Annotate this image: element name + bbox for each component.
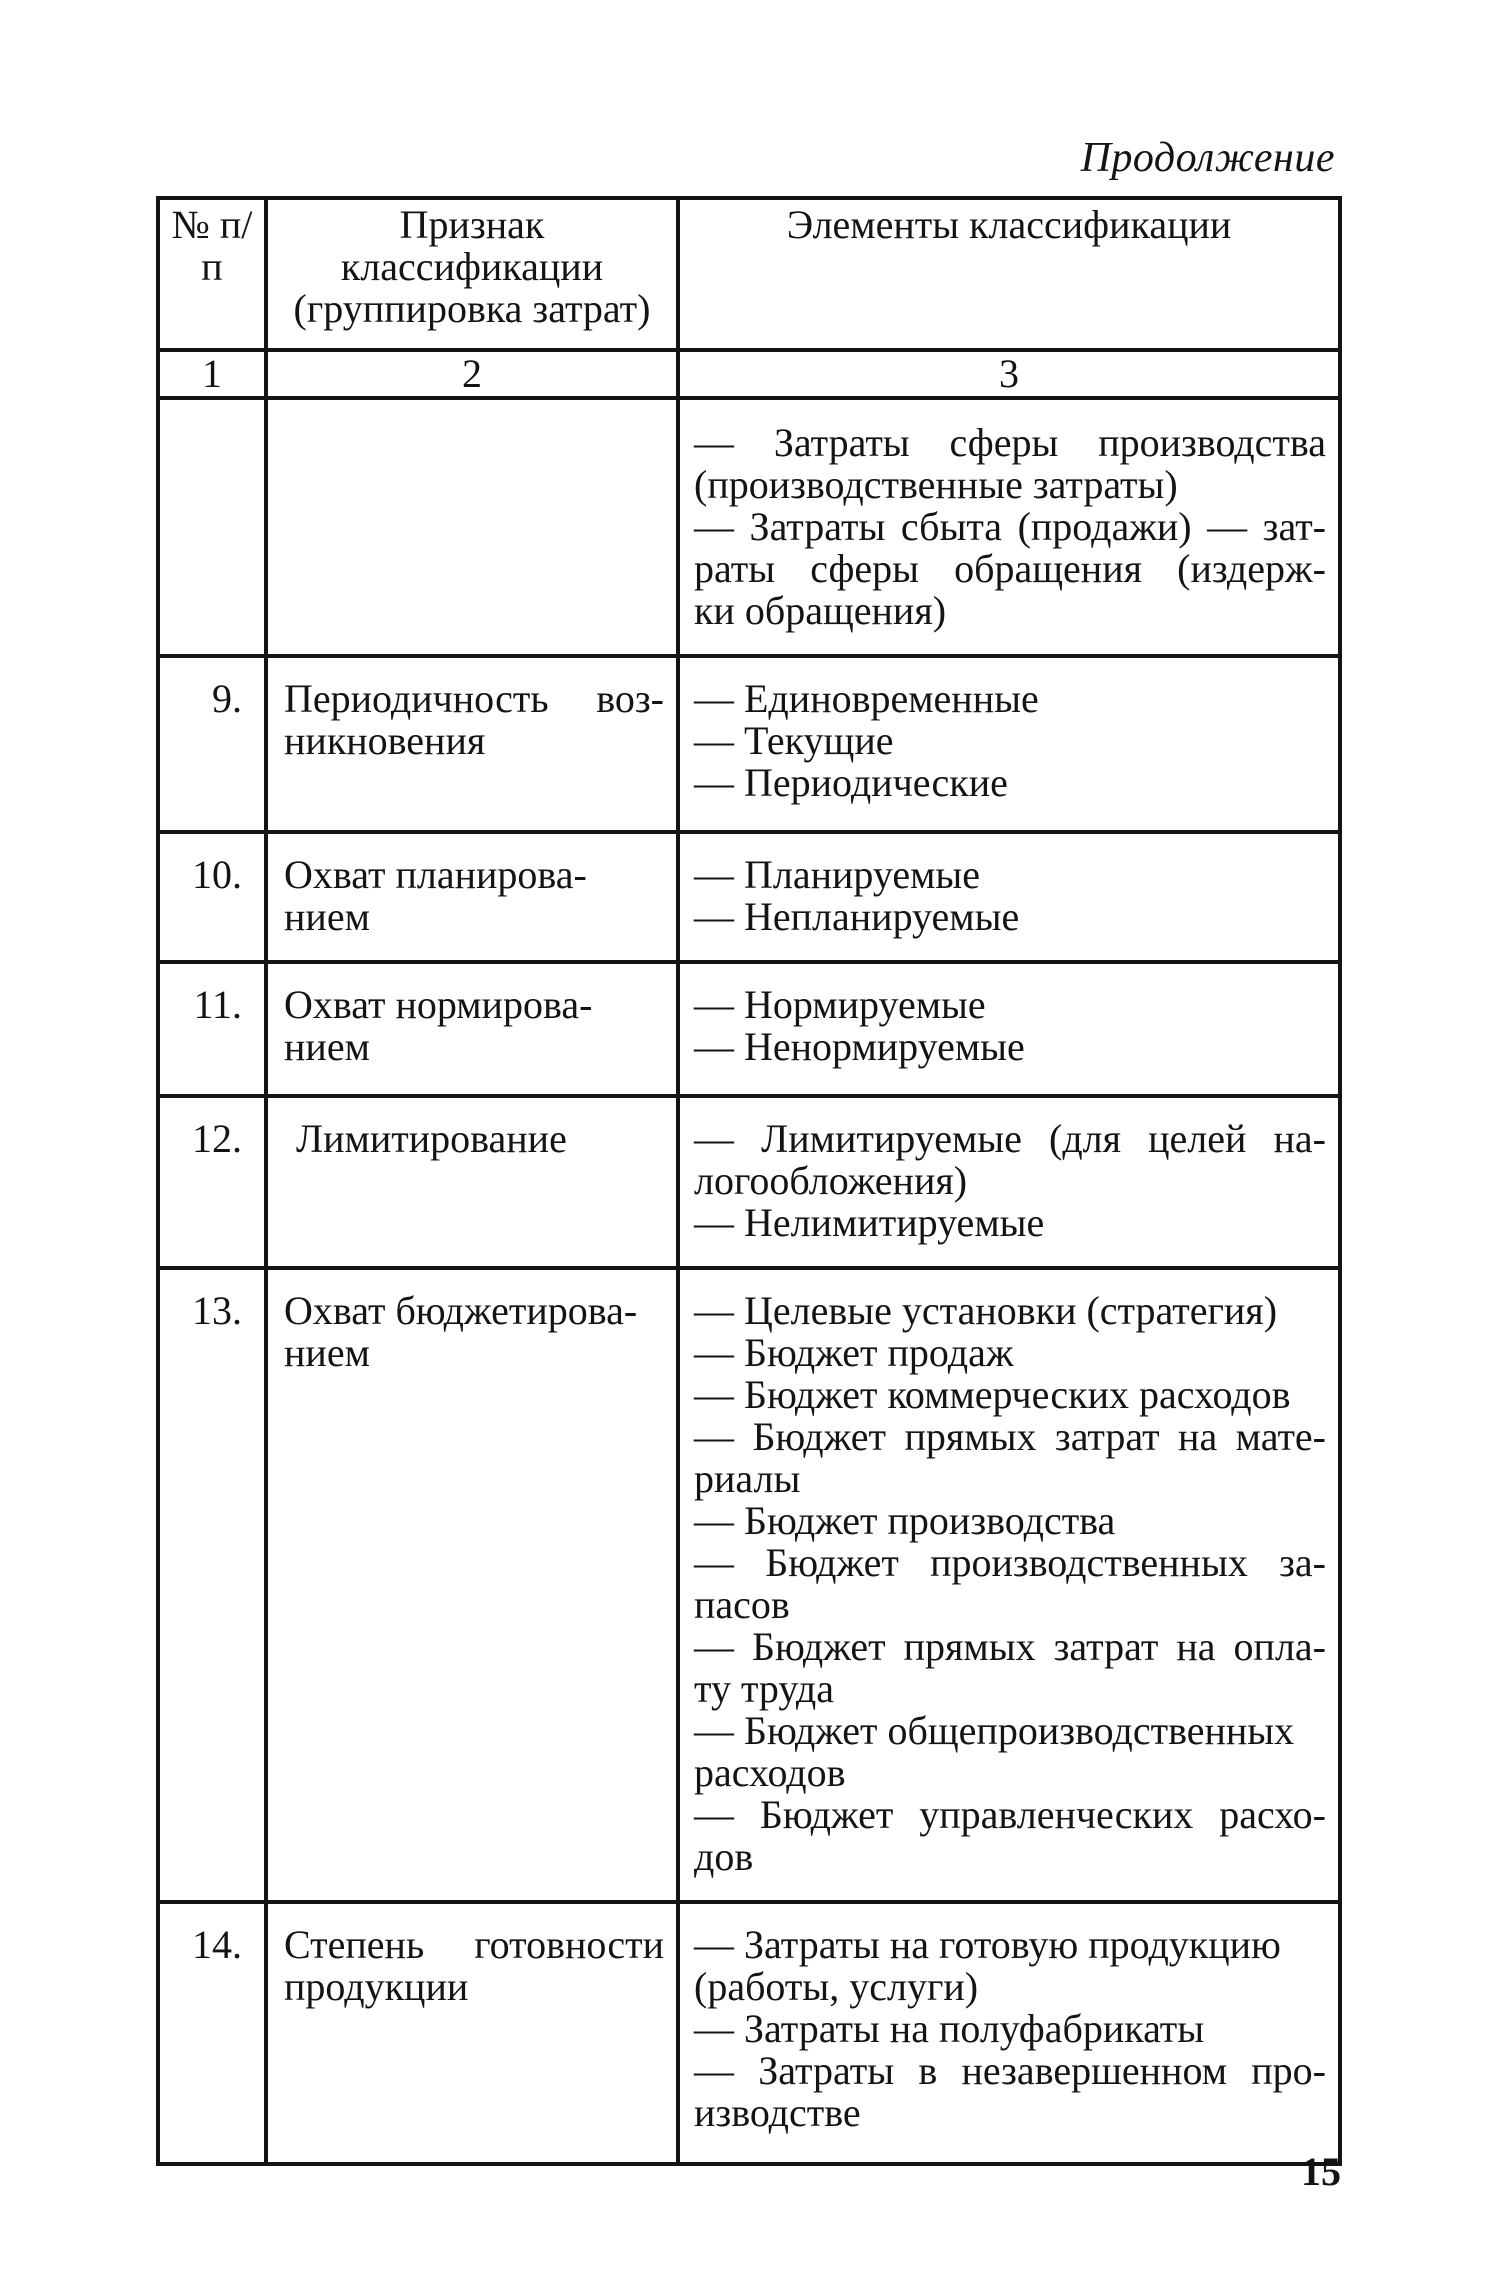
element-line: — Затраты сферы производства (694, 420, 1326, 465)
row-elements (678, 398, 1340, 656)
attribute-line: нием (284, 1330, 370, 1375)
row-elements (678, 962, 1340, 1096)
page-number: 15 (1301, 2149, 1341, 2194)
element-line: — Периодические (694, 760, 1008, 805)
element-line: риалы (694, 1456, 801, 1501)
row-number: 14. (158, 1902, 266, 2164)
header-elements: Элементы классификации (678, 198, 1340, 350)
element-line: (работы, услуги) (694, 1964, 979, 2009)
row-attribute (266, 1096, 678, 1268)
attribute-line: продукции (284, 1964, 469, 2009)
element-line: — Бюджет коммерческих расходов (694, 1372, 1291, 1417)
attribute-line: Лимитирование (296, 1116, 567, 1161)
element-line: — Ненормируемые (694, 1024, 1025, 1069)
element-line: ки обращения) (694, 588, 947, 633)
header-attribute: Признак классификации (группировка затрат) (266, 198, 678, 350)
row-number: 11. (158, 962, 266, 1096)
element-line: (производственные затраты) (694, 462, 1178, 507)
element-line: — Непланируемые (694, 894, 1020, 939)
element-line: — Целевые установки (стратегия) (694, 1288, 1278, 1333)
column-number-row (158, 350, 1340, 398)
element-line: — Затраты в незавершенном про- (694, 2048, 1326, 2093)
element-line: — Бюджет производственных за- (694, 1540, 1326, 1585)
element-line: — Нормируемые (694, 982, 986, 1027)
row-number (158, 398, 266, 656)
row-number: 13. (158, 1268, 266, 1902)
continuation-label: Продолжение (1080, 135, 1335, 181)
table-row (158, 1902, 1340, 2164)
element-line: — Бюджет производства (694, 1498, 1116, 1543)
row-attribute (266, 656, 678, 832)
row-attribute (266, 832, 678, 962)
element-line: — Затраты на готовую продукцию (694, 1922, 1281, 1967)
header-row (158, 198, 1340, 350)
element-line: — Нелимитируемые (694, 1200, 1045, 1245)
header-number: № п/п (158, 198, 266, 350)
attribute-line: Охват планирова- (284, 852, 587, 897)
element-line: расходов (694, 1750, 846, 1795)
row-elements (678, 1902, 1340, 2164)
classification-table (156, 196, 1342, 2166)
element-line: — Бюджет прямых затрат на мате- (694, 1414, 1326, 1459)
attribute-line: никновения (284, 718, 486, 763)
element-line: — Бюджет управленческих расхо- (694, 1792, 1326, 1837)
row-elements (678, 1268, 1340, 1902)
attribute-line: Степень готовности (284, 1922, 664, 1967)
row-attribute (266, 1268, 678, 1902)
row-number: 10. (158, 832, 266, 962)
row-number: 9. (158, 656, 266, 832)
element-line: пасов (694, 1582, 790, 1627)
row-elements (678, 656, 1340, 832)
attribute-line: нием (284, 1024, 370, 1069)
row-elements (678, 1096, 1340, 1268)
element-line: — Единовременные (694, 676, 1039, 721)
column-number: 1 (158, 350, 266, 398)
row-attribute (266, 1902, 678, 2164)
attribute-line: нием (284, 894, 370, 939)
element-line: дов (694, 1834, 754, 1879)
element-line: раты сферы обращения (издерж- (694, 546, 1326, 591)
table-row (158, 1096, 1340, 1268)
element-line: — Текущие (694, 718, 894, 763)
element-line: — Затраты сбыта (продажи) — зат- (694, 504, 1326, 549)
table-row (158, 962, 1340, 1096)
row-elements (678, 832, 1340, 962)
element-line: — Бюджет прямых затрат на опла- (694, 1624, 1326, 1669)
row-number: 12. (158, 1096, 266, 1268)
attribute-line: Охват нормирова- (284, 982, 593, 1027)
element-line: — Бюджет общепроизводственных (694, 1708, 1295, 1753)
table-row (158, 1268, 1340, 1902)
column-number: 3 (678, 350, 1340, 398)
row-attribute (266, 962, 678, 1096)
table-row (158, 832, 1340, 962)
element-line: ту труда (694, 1666, 834, 1711)
element-line: логообложения) (694, 1158, 968, 1203)
element-line: — Планируемые (694, 852, 981, 897)
column-number: 2 (266, 350, 678, 398)
table-row (158, 398, 1340, 656)
element-line: изводстве (694, 2090, 861, 2135)
table-row (158, 656, 1340, 832)
attribute-line: Охват бюджетирова- (284, 1288, 638, 1333)
row-attribute (266, 398, 678, 656)
element-line: — Лимитируемые (для целей на- (694, 1116, 1326, 1161)
element-line: — Бюджет продаж (694, 1330, 1014, 1375)
attribute-line: Периодичность воз- (284, 676, 664, 721)
element-line: — Затраты на полуфабрикаты (694, 2006, 1205, 2051)
